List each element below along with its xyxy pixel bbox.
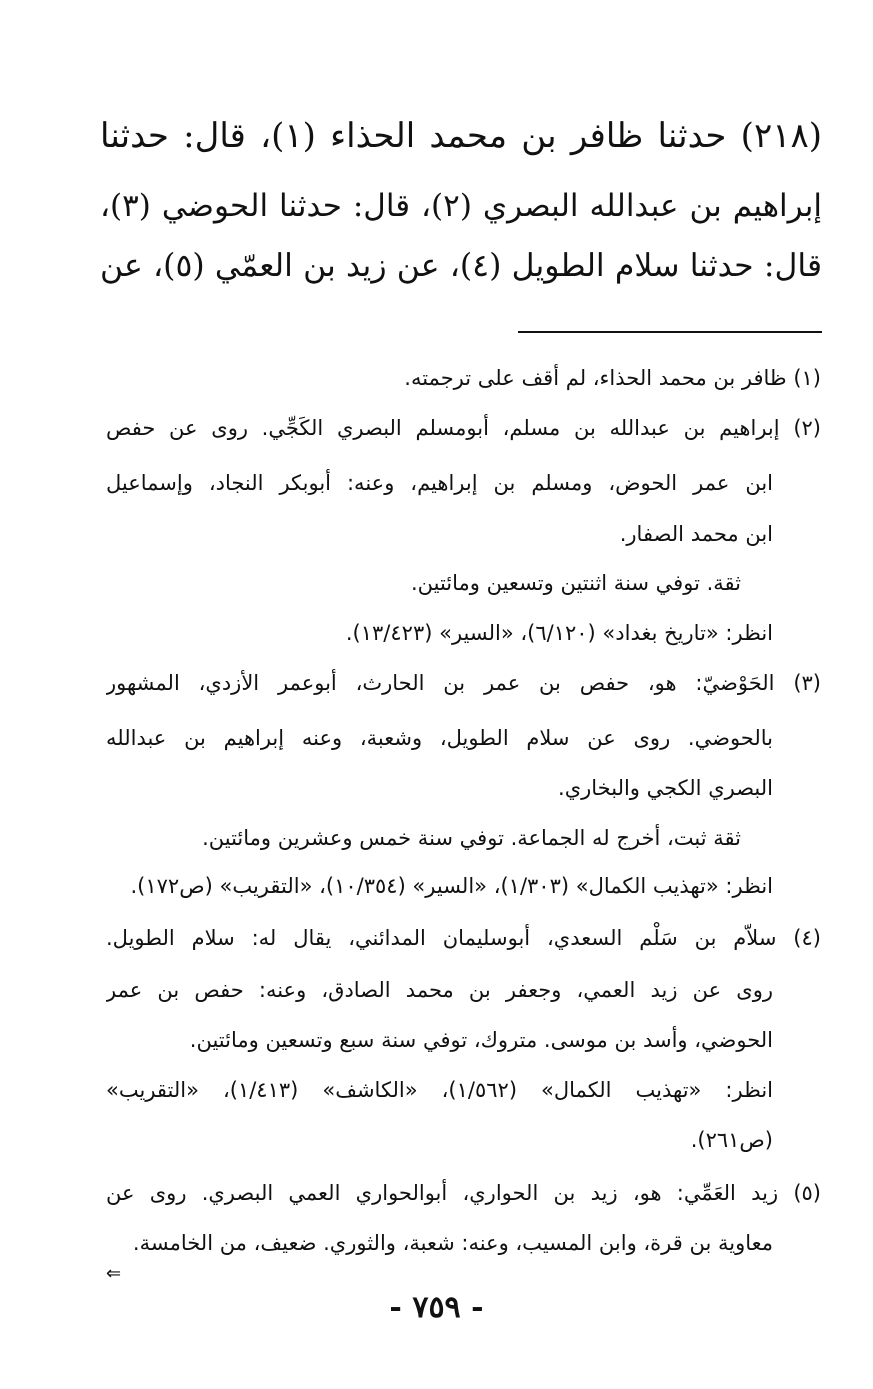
footnote-4-line-2: روى عن زيد العمي، وجعفر بن محمد الصادق، وعنه: حفص بن عمر — [106, 978, 773, 1002]
footnote-4-line-1: (٤) سلاّم بن سَلْم السعدي، أبوسليمان المدائني، يقال له: سلام الطويل. — [106, 926, 821, 950]
footnote-2-line-3: ابن محمد الصفار. — [619, 522, 773, 546]
footnote-2-line-4: ثقة. توفي سنة اثنتين وتسعين ومائتين. — [410, 571, 741, 595]
footnote-4-line-5: (ص٢٦١). — [690, 1128, 773, 1152]
footnote-3-line-2: بالحوضي. روى عن سلام الطويل، وشعبة، وعنه إبراهيم بن عبدالله — [106, 726, 773, 750]
footnote-3-line-5: انظر: «تهذيب الكمال» (١/٣٠٣)، «السير» (١٠/٣٥٤)، «التقريب» (ص١٧٢). — [130, 874, 773, 898]
main-text-line-1: (٢١٨) حدثنا ظافر بن محمد الحذاء (١)، قال: حدثنا — [100, 116, 822, 156]
footnote-1-line-1: (١) ظافر بن محمد الحذاء، لم أقف على ترجمته. — [404, 366, 821, 390]
footnote-4-line-4: انظر: «تهذيب الكمال» (١/٥٦٢)، «الكاشف» (١/٤١٣)، «التقريب» — [106, 1078, 773, 1102]
footnote-5-line-2: معاوية بن قرة، وابن المسيب، وعنه: شعبة، والثوري. ضعيف، من الخامسة. — [132, 1231, 773, 1255]
footnote-5-line-1: (٥) زيد العَمِّي: هو، زيد بن الحواري، أبوالحواري العمي البصري. روى عن — [106, 1181, 821, 1205]
footnote-2-line-2: ابن عمر الحوض، ومسلم بن إبراهيم، وعنه: أبوبكر النجاد، وإسماعيل — [106, 471, 773, 495]
footnote-divider — [518, 331, 822, 333]
page-number: - ٧٥٩ - — [389, 1290, 484, 1325]
footnote-3-line-3: البصري الكجي والبخاري. — [558, 776, 773, 800]
footnote-3-line-4: ثقة ثبت، أخرج له الجماعة. توفي سنة خمس وعشرين ومائتين. — [202, 826, 741, 850]
footnote-3-line-1: (٣) الحَوْضيّ: هو، حفص بن عمر بن الحارث، أبوعمر الأزدي، المشهور — [106, 671, 821, 695]
main-text-line-3: قال: حدثنا سلام الطويل (٤)، عن زيد بن العمّي (٥)، عن — [100, 248, 822, 284]
footnote-4-line-3: الحوضي، وأسد بن موسى. متروك، توفي سنة سبع وتسعين ومائتين. — [189, 1028, 773, 1052]
continuation-arrow-icon: ⇐ — [106, 1263, 122, 1284]
main-text-line-2: إبراهيم بن عبدالله البصري (٢)، قال: حدثنا الحوضي (٣)، — [100, 188, 822, 224]
footnote-2-line-5: انظر: «تاريخ بغداد» (٦/١٢٠)، «السير» (١٣/٤٢٣). — [345, 621, 773, 645]
footnote-2-line-1: (٢) إبراهيم بن عبدالله بن مسلم، أبومسلم البصري الكَجِّي. روى عن حفص — [106, 416, 821, 440]
